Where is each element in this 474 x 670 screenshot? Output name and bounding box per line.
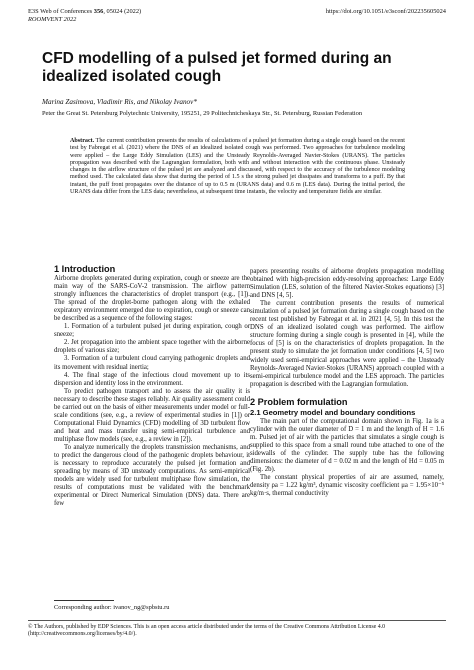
conference-name: ROOMVENT 2022 xyxy=(28,16,77,23)
volume-number: 356 xyxy=(93,8,104,15)
license-notice: © The Authors, published by EDP Sciences. This is an open access article distributed under the terms of the Creative Commons Attribution License 4.0 (http://creativecommons.org/licenses/by/4.0/). xyxy=(28,624,386,637)
journal-info xyxy=(28,8,141,24)
section-heading-problem-formulation: 2 Problem formulation xyxy=(250,396,348,407)
paper-title: CFD modelling of a pulsed jet formed during an idealized isolated cough xyxy=(42,50,392,85)
intro-paragraph: Airborne droplets generated during expiration, cough or sneeze are the main way of the SARS-CoV-2 transmission. The airflow pattern strongly influences the characteristics of droplet transport (e.g., [1]). The spread of the droplet-borne pathogen along with the exhaled expiratory environment emerged due to expiration, cough or sneeze can be described as a sequence of the following stages: xyxy=(54,275,250,323)
author-list: Marina Zasimova, Vladimir Ris, and Nikolay Ivanov* xyxy=(42,98,197,106)
footnote-divider xyxy=(54,600,114,601)
section-heading-introduction: 1 Introduction xyxy=(54,264,116,274)
geometry-paragraph: The constant physical properties of air are assumed, namely, density ρa = 1.22 kg/m³, dynamic viscosity coefficient μa = 1.95×10⁻⁵ kg/m·s, thermal conductivity xyxy=(250,474,444,498)
corresponding-author-footnote: Corresponding author: ivanov_ng@spbstu.ru xyxy=(54,604,170,611)
license-divider xyxy=(28,620,446,621)
geometry-paragraph: The main part of the computational domain shown in Fig. 1a is a cylinder with the outer diameter of D = 1 m and the length of H = 1.6 m. Pulsed jet of air with the particles that simulates a single cough is supplied to this space from a small round tube attached to one of the sidewalls of the cylinder. The supply tube has the following dimensions: the diameter of d = 0.02 m and the length of Hd = 0.05 m (Fig. 2b). xyxy=(250,417,444,473)
stage-item: 3. Formation of a turbulent cloud carrying pathogenic droplets and its movement with residual inertia; xyxy=(54,355,250,371)
abstract-text: The current contribution presents the results of calculations of a pulsed jet formation during a single cough based on the recent test by Fabregat et al. (2021) where the DNS of an idealized isolated cough was performed. Two approaches for turbulence modeling were applied – the Large Eddy Simulation (LES) and the Unsteady Reynolds-Averaged Navier-Stokes (URANS). The particles propagation was described with the Lagrangian formulation, both with and without interaction with the continuous phase. Unsteady changes in the airflow structure of the pulsed jet are analyzed and discussed, with respect to the accuracy of the turbulence modeling method used. The calculated data show that during the period of 1.5 s the strong pulsed jet dissipates and transforms to a puff. By that instant, the puff front propagates over the distance of up to 0.5 m (URANS data) and 0.6 m (LES data). During the initial period, the URANS data differ from the LES data; nevertheless, at subsequent time instants, the velocity and temperature fields are similar. xyxy=(70,138,405,196)
right-column xyxy=(250,268,444,498)
stage-item: 1. Formation of a turbulent pulsed jet during expiration, cough or sneeze; xyxy=(54,323,250,339)
article-number: , 05024 (2022) xyxy=(103,8,142,15)
intro-paragraph: To predict pathogen transport and to assess the air quality it is necessary to describe these stages reliably. Air quality assessment could be carried out on the basis of either measurements under model or full-scale conditions (see, e.g., a review of experimental studies in [1]) or Computational Fluid Dynamics (CFD) modelling of 3D turbulent flow and heat and mass transfer using semi-empirical turbulence and multiphase flow models (see, e.g., a review in [2]). xyxy=(54,387,250,443)
abstract-label: Abstract. xyxy=(70,138,95,144)
stage-item: 4. The final stage of the infectious cloud movement up to its dispersion and identity loss in the environment. xyxy=(54,371,250,387)
intro-paragraph: The current contribution presents the results of numerical simulation of a pulsed jet formation during a single cough based on the recent test published by Fabregat et al. in 2021 [4, 5]. In this test the DNS of an idealized isolated cough was performed. The airflow structure forming during a single cough is presented in [4], while the focus of [5] is on the characteristics of droplets propagation. In the present study to simulate the jet formation under conditions [4, 5] two widely used semi-empirical approaches were applied – the Unsteady Reynolds-Averaged Navier-Stokes (URANS) approach coupled with a semi-empirical turbulence model and the LES approach. The particles propagation is described with the Lagrangian formulation. xyxy=(250,300,444,388)
left-column xyxy=(54,264,250,508)
subsection-heading-geometry: 2.1 Geometry model and boundary conditions xyxy=(250,407,416,417)
doi-link[interactable]: https://doi.org/10.1051/e3sconf/202235605024 xyxy=(325,8,446,15)
affiliation: Peter the Great St. Petersburg Polytechnic University, 195251, 29 Politechnicheskaya Str., St. Petersburg, Russian Federation xyxy=(42,110,363,117)
intro-paragraph: papers presenting results of airborne droplets propagation modelling obtained with high-precision eddy-resolving approaches: Large Eddy Simulation (LES, solution of the filtered Navier-Stokes equations) [3] and DNS [4, 5]. xyxy=(250,268,444,300)
abstract xyxy=(70,138,405,196)
journal-name: E3S Web of Conferences xyxy=(28,8,93,15)
stage-item: 2. Jet propagation into the ambient space together with the airborne droplets of various size; xyxy=(54,339,250,355)
intro-paragraph: To analyze numerically the droplets transmission mechanisms, and to predict the dangerous cloud of the pathogenic droplets behaviour, it is necessary to reproduce accurately the pulsed jet formation and spreading by means of 3D unsteady computations. As semi-empirical models are widely used for turbulent multiphase flow simulation, the results of computations must be validated with the benchmark experimental or Direct Numerical Simulation (DNS) data. There are few xyxy=(54,443,250,508)
